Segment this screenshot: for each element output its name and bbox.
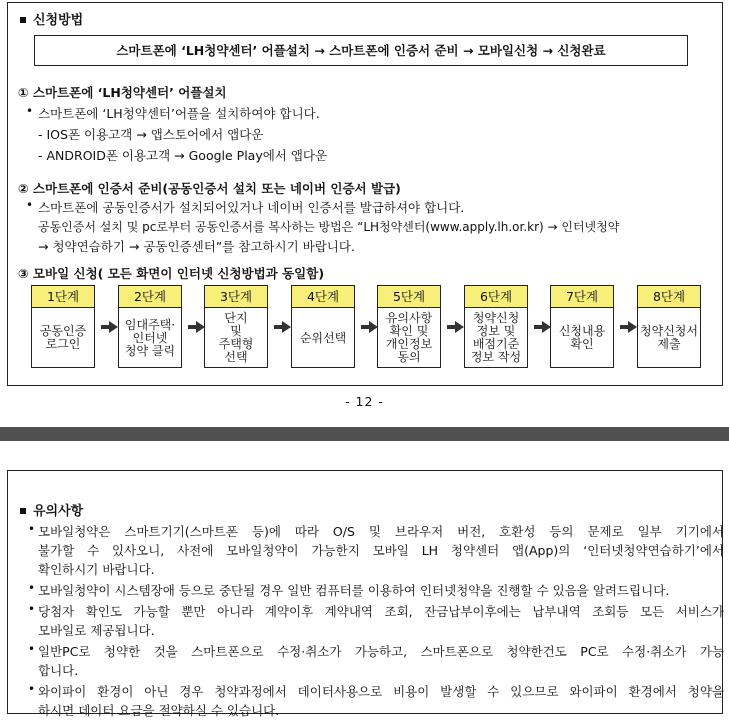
- stage-description-line: 로그인: [45, 337, 81, 351]
- stage-description-line: 개인정보: [385, 337, 433, 351]
- note-line: 당첨자 확인도 가능할 뿐만 아니라 계약이후 계약내역 조회, 잔금납부이후에는 납부내역 조회등 모든 서비스가: [38, 604, 724, 619]
- bullet-dot-icon: •: [28, 522, 36, 536]
- bullet-dot-icon: •: [28, 581, 36, 595]
- bullet-dot-icon: •: [28, 602, 36, 616]
- flow-summary: 스마트폰에 ‘LH청약센터’ 어플설치 → 스마트폰에 인증서 준비 → 모바일신청 → 신청완료: [34, 35, 688, 66]
- right-arrow-icon: [282, 321, 291, 333]
- stage-description-line: 배점기준: [472, 337, 520, 351]
- note-line: 합니다.: [38, 663, 79, 678]
- stage-label: 3단계: [205, 286, 267, 308]
- page-divider: [0, 427, 729, 441]
- stage-description-line: 주택형: [218, 337, 254, 351]
- stage-label: 8단계: [638, 286, 700, 308]
- application-method-box: [7, 2, 723, 386]
- stage-description: [205, 308, 267, 368]
- section-heading: [18, 500, 83, 519]
- stage-description-line: 청약 클릭: [124, 343, 176, 358]
- note-line: 확인하시기 바랍니다.: [38, 562, 155, 577]
- stage-description-line: 청약신청: [472, 311, 520, 325]
- note-line: 모바일청약이 시스템장애 등으로 중단될 경우 일반 컴퓨터를 이용하여 인터넷청약을 진행할 수 있음을 알려드립니다.: [38, 583, 670, 598]
- right-arrow-icon: [109, 321, 118, 333]
- bullet-dot-icon: •: [28, 642, 36, 656]
- stage-description: [32, 308, 94, 368]
- step2-bullet: 스마트폰에 공동인증서가 설치되어있거나 네이버 인증서를 발급하셔야 합니다.: [38, 200, 465, 215]
- stage-description-line: 단지: [224, 311, 248, 325]
- stage-description-line: 신청내용: [558, 324, 606, 338]
- stage-box-6: [464, 285, 528, 368]
- stage-box-1: [31, 285, 95, 368]
- bullet-dot-icon: •: [28, 682, 36, 696]
- note-line: 와이파이 환경이 아닌 경우 청약과정에서 데이터사용으로 비용이 발생할 수 있으므로 와이파이 환경에서 청약을: [38, 684, 724, 699]
- section-heading-text: 유의사항: [33, 504, 84, 519]
- right-arrow-icon: [628, 321, 637, 333]
- note-line: 모바일로 제공됩니다.: [38, 623, 155, 638]
- stage-description-line: 인터넷: [132, 330, 168, 345]
- stage-description: [638, 308, 700, 368]
- stage-box-2: [118, 285, 182, 368]
- stage-description-line: 제출: [657, 337, 681, 351]
- note-line: 하시면 데이터 요금을 절약하실 수 있습니다.: [38, 703, 280, 718]
- stage-description: [551, 308, 613, 368]
- stage-label: 5단계: [378, 286, 440, 308]
- stage-description-line: 임대주택·: [124, 317, 176, 332]
- step2-title: ② 스마트폰에 인증서 준비(공동인증서 설치 또는 네이버 인증서 발급): [18, 181, 401, 196]
- note-line: 모바일청약은 스마트기기(스마트폰 등)에 따라 O/S 및 브라우저 버전, 호환성 등의 문제로 일부 기기에서: [38, 524, 724, 539]
- stage-description: [119, 308, 181, 368]
- bullet-dot-icon: •: [26, 104, 34, 118]
- stage-label: 2단계: [119, 286, 181, 308]
- stage-box-4: [291, 285, 355, 368]
- right-arrow-icon: [455, 321, 464, 333]
- stage-description-line: 선택: [224, 350, 248, 364]
- stage-description-line: 유의사항: [385, 311, 433, 325]
- stage-description-line: 청약신청서: [640, 324, 698, 338]
- stage-description: [378, 308, 440, 368]
- stage-box-5: [377, 285, 441, 368]
- note-line: 일반PC로 청약한 것을 스마트폰으로 수정·취소가 가능하고, 스마트폰으로 청약한건도 PC로 수정·취소가 가능: [38, 644, 724, 659]
- square-bullet-icon: [20, 17, 26, 23]
- step3-title: ③ 모바일 신청( 모든 화면이 인터넷 신청방법과 동일함): [18, 266, 325, 281]
- note-line: 불가할 수 있사오니, 사전에 모바일청약이 가능한지 모바일 LH 청약센터 앱(App)의 ‘인터넷청약연습하기’에서: [38, 543, 724, 558]
- section-heading-text: 신청방법: [33, 13, 84, 28]
- stage-label: 7단계: [551, 286, 613, 308]
- stage-label: 6단계: [465, 286, 527, 308]
- stage-description-line: 및: [230, 324, 242, 338]
- stage-description-line: 순위선택: [299, 330, 347, 345]
- precautions-box: [7, 470, 724, 718]
- stage-description-line: 정보 작성: [470, 350, 522, 364]
- square-bullet-icon: [20, 508, 26, 514]
- stage-description: [292, 308, 354, 368]
- stage-box-8: [637, 285, 701, 368]
- stage-description-line: 확인: [570, 337, 594, 351]
- page-number: - 12 -: [345, 394, 384, 409]
- stage-box-3: [204, 285, 268, 368]
- stage-description-line: 동의: [397, 350, 421, 364]
- stage-label: 4단계: [292, 286, 354, 308]
- section-heading: [18, 9, 83, 28]
- stage-description-line: 확인 및: [389, 324, 429, 338]
- stage-description-line: 공동인증: [39, 324, 87, 338]
- step1-android: - ANDROID폰 이용고객 → Google Play에서 앱다운: [38, 148, 328, 163]
- stage-box-7: [550, 285, 614, 368]
- stage-label: 1단계: [32, 286, 94, 308]
- stage-description-line: 정보 및: [476, 324, 516, 338]
- step1-bullet: 스마트폰에 ‘LH청약센터’어플을 설치하여야 합니다.: [38, 106, 320, 121]
- stage-description: [465, 308, 527, 368]
- bullet-dot-icon: •: [26, 198, 34, 212]
- step2-line3: → 청약연습하기 → 공동인증센터”를 참고하시기 바랍니다.: [38, 239, 355, 254]
- step1-title: ① 스마트폰에 ‘LH청약센터’ 어플설치: [18, 85, 227, 100]
- step2-line2: 공동인증서 설치 및 pc로부터 공동인증서를 복사하는 방법은 “LH청약센터(www.apply.lh.or.kr) → 인터넷청약: [38, 220, 620, 234]
- step1-ios: - IOS폰 이용고객 → 앱스토어에서 앱다운: [38, 127, 264, 142]
